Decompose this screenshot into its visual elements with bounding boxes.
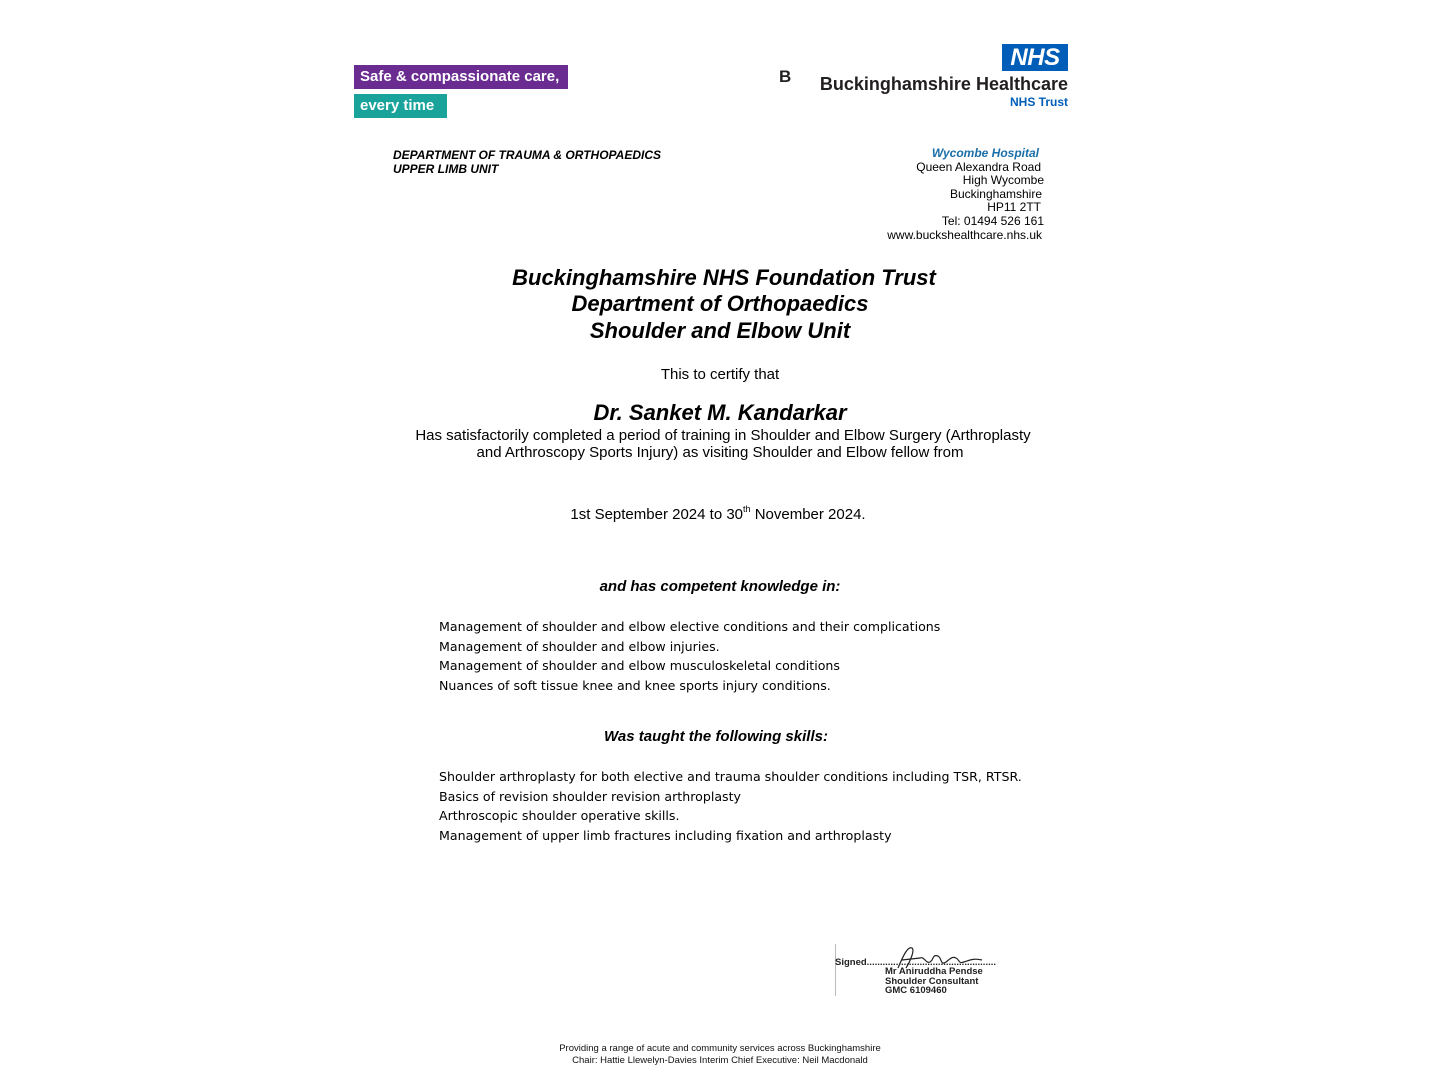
unit-name: UPPER LIMB UNIT	[393, 162, 499, 176]
skills-heading: Was taught the following skills:	[604, 728, 828, 745]
body-line-2: and Arthroscopy Sports Injury) as visiting Shoulder and Elbow fellow from	[476, 444, 964, 461]
recipient-name: Dr. Sanket M. Kandarkar	[593, 400, 847, 425]
footer-line-1: Providing a range of acute and community services across Buckinghamshire	[559, 1043, 881, 1054]
knowledge-list	[439, 617, 940, 695]
footer-line-2: Chair: Hattie Llewelyn-Davies Interim Chief Executive: Neil Macdonald	[572, 1055, 868, 1066]
certify-text: This to certify that	[660, 366, 780, 383]
list-item: Management of upper limb fractures including fixation and arthroplasty	[439, 827, 892, 843]
date-end: November 2024.	[750, 506, 866, 523]
hospital-name: Wycombe Hospital	[931, 146, 1039, 160]
certificate-title-2: Department of Orthopaedics	[571, 291, 869, 316]
signed-label: Signed.................................................	[835, 957, 996, 968]
list-item: Basics of revision shoulder revision arthroplasty	[439, 788, 741, 804]
department-name: DEPARTMENT OF TRAUMA & ORTHOPAEDICS	[393, 148, 662, 162]
signatory-role: Shoulder Consultant	[885, 976, 979, 987]
address-web: www.buckshealthcare.nhs.uk	[887, 228, 1042, 242]
list-item: Arthroscopic shoulder operative skills.	[439, 808, 680, 824]
address-postcode: HP11 2TT	[987, 200, 1041, 214]
signatory-gmc: GMC 6109460	[885, 985, 947, 996]
address-road: Queen Alexandra Road	[916, 160, 1041, 174]
address-county: Buckinghamshire	[949, 187, 1042, 201]
address-tel: Tel: 01494 526 161	[941, 214, 1044, 228]
training-dates	[0, 506, 1438, 523]
certificate-title-3: Shoulder and Elbow Unit	[589, 318, 851, 343]
org-subtitle: NHS Trust	[1009, 95, 1068, 109]
list-item: Management of shoulder and elbow elective conditions and their complications	[439, 619, 941, 634]
tagline-banner-2: every time	[354, 94, 447, 118]
body-line-1: Has satisfactorily completed a period of training in Shoulder and Elbow Surgery (Arthroplasty	[415, 427, 1031, 444]
list-item: Management of shoulder and elbow musculoskeletal conditions	[439, 658, 840, 674]
knowledge-heading: and has competent knowledge in:	[599, 578, 841, 595]
signatory-name: Mr Aniruddha Pendse	[885, 966, 983, 977]
nhs-logo: NHS	[1002, 44, 1068, 71]
org-name: Buckinghamshire Healthcare	[819, 74, 1068, 94]
list-item: Management of shoulder and elbow injuries.	[439, 638, 720, 654]
skills-list	[439, 767, 1022, 845]
certificate-title-1: Buckinghamshire NHS Foundation Trust	[512, 265, 936, 290]
tagline-banner-1: Safe & compassionate care,	[354, 65, 568, 89]
date-superscript: th	[743, 504, 751, 514]
date-start: 1st September 2024 to 30	[570, 506, 744, 523]
list-item: Shoulder arthroplasty for both elective and trauma shoulder conditions including TSR, RTSR.	[439, 769, 1022, 784]
list-item: Nuances of soft tissue knee and knee sports injury conditions.	[439, 677, 831, 693]
address-town: High Wycombe	[962, 173, 1044, 187]
stray-letter: B	[779, 67, 792, 86]
